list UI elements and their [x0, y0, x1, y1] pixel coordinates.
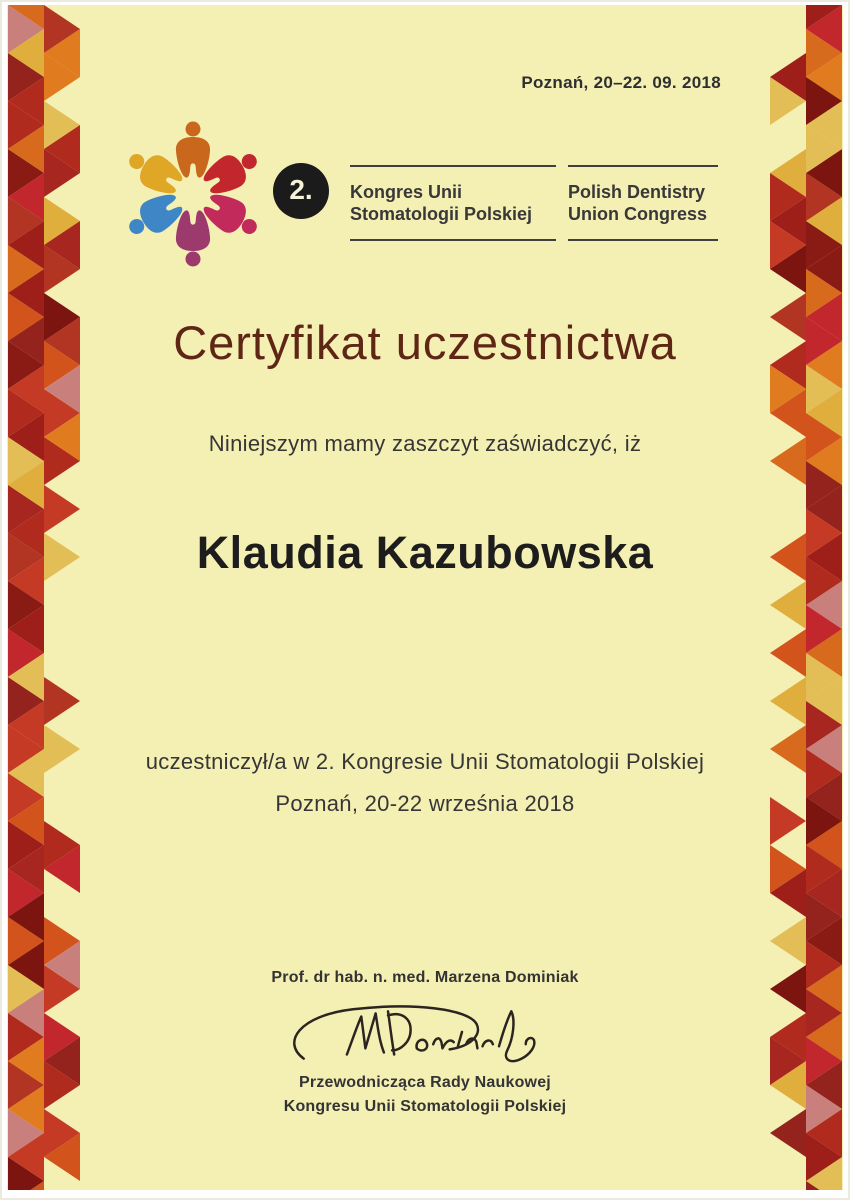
participation-statement: uczestniczył/a w 2. Kongresie Unii Stomatologii Polskiej [145, 749, 705, 774]
certificate-title: Certyfikat uczestnictwa [173, 316, 677, 369]
congress-name-polish-line1: Kongres Unii [350, 182, 463, 202]
recipient-name: Klaudia Kazubowska [196, 527, 654, 578]
left-triangle-border-decoration [8, 5, 80, 1190]
signer-role-line1: Przewodnicząca Rady Naukowej [299, 1074, 551, 1091]
right-triangle-border-decoration [770, 5, 842, 1190]
edition-badge [273, 163, 329, 219]
signer-role [7, 1071, 843, 1119]
congress-name-english-line1: Polish Dentistry [568, 182, 706, 202]
intro-statement: Niniejszym mamy zaszczyt zaświadczyć, iż [208, 431, 642, 456]
signer-role-line2: Kongresu Unii Stomatologii Polskiej [283, 1098, 567, 1115]
congress-flower-logo-icon [109, 110, 277, 278]
event-date-top: Poznań, 20–22. 09. 2018 [521, 73, 721, 92]
congress-name-english-line2: Union Congress [568, 204, 708, 224]
congress-name-english [568, 165, 718, 241]
signer-name: Prof. dr hab. n. med. Marzena Dominiak [271, 969, 579, 986]
certificate-sheet [7, 5, 843, 1190]
edition-badge-label: 2. [289, 174, 313, 205]
congress-name-polish [350, 165, 556, 241]
event-date-line: Poznań, 20-22 września 2018 [275, 791, 575, 816]
congress-name-polish-line2: Stomatologii Polskiej [350, 204, 533, 224]
signature-icon [280, 999, 570, 1073]
